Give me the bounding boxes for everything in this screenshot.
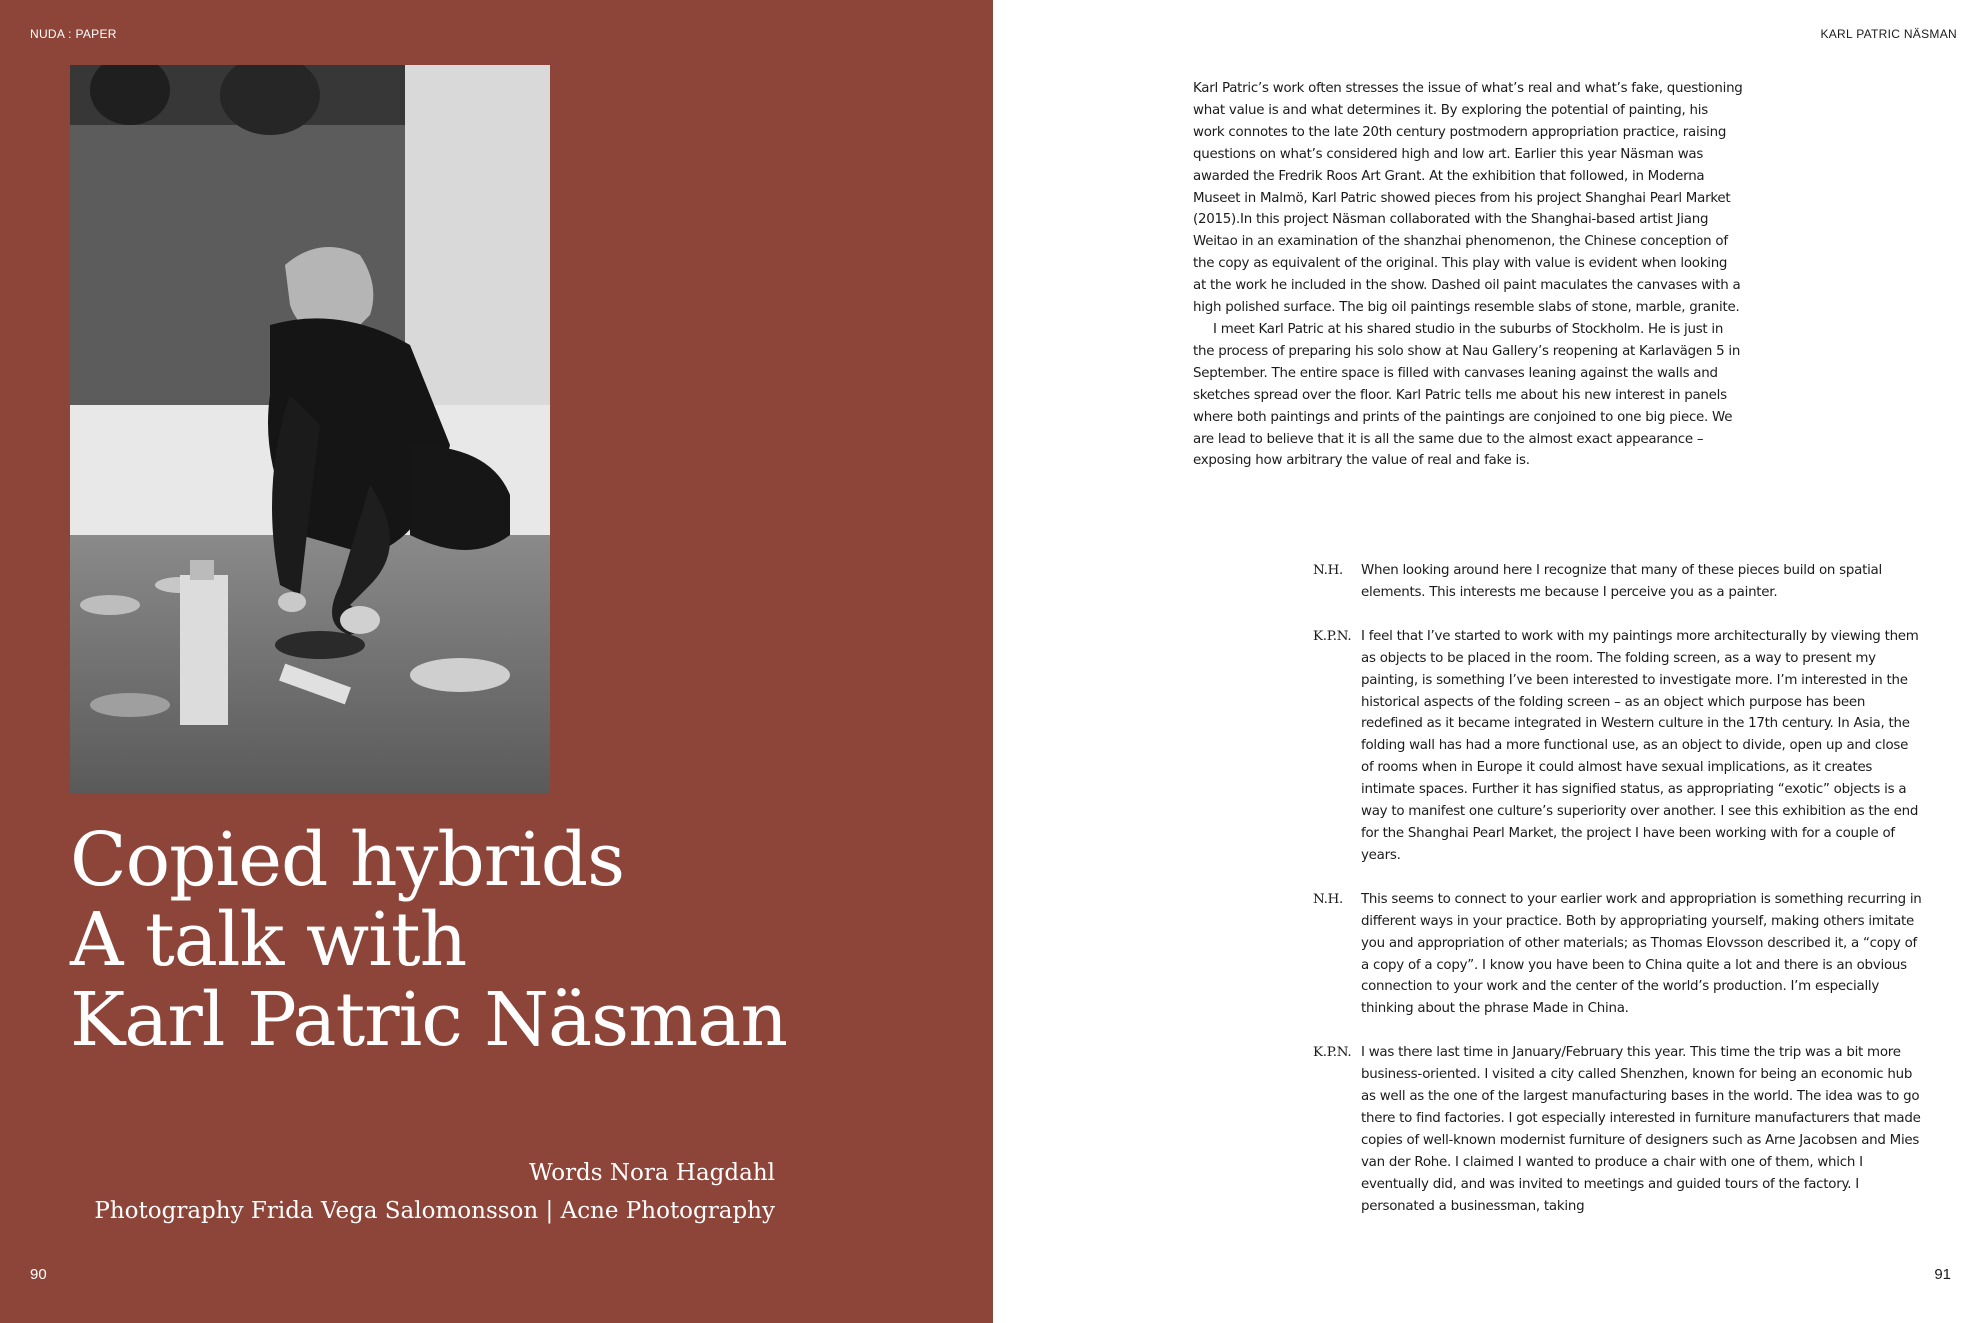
interview-text: I was there last time in January/February this year. This time the trip was a bit more business-oriented. I visited a city called Shenzhen, known for being an economic hub as well as the one of the largest manufacturing bases in the world. The idea was to go there to find factories. I got especially interested in furniture manufacturers that made copies of well-known modernist furniture of designers such as Arne Jacobsen and Mies van der Rohe. I claimed I wanted to produce a chair with one of them, which I eventually did, and was invited to meetings and guided tours of the factory. I personated a businessman, taking [1361,1045,1921,1214]
page-number-left: 90 [30,1266,47,1283]
credits [94,1154,775,1230]
artist-photo [70,65,550,793]
page-number-right: 91 [1934,1266,1951,1283]
running-head-left: NUDA : PAPER [30,27,117,41]
speaker-label: N.H. [1313,563,1344,578]
intro-paragraph: Karl Patric’s work often stresses the issue of what’s real and what’s fake, questioning what value is and what determines it. By exploring the potential of painting, his work connotes to the late 20th century postmodern appropriation practice, raising questions on what’s considered high and low art. Earlier this year Näsman was awarded the Fredrik Roos Art Grant. At the exhibition that followed, in Moderna Museet in Malmö, Karl Patric showed pieces from his project Shanghai Pearl Market (2015).In this project Näsman collaborated with the Shanghai-based artist Jiang Weitao in an examination of the shanzhai phenomenon, the Chinese conception of the copy as equivalent of the original. This play with value is evident when looking at the work he included in the show. Dashed oil paint maculates the canvases with a high polished surface. The big oil paintings resemble slabs of stone, marble, granite. [1193,81,1743,316]
title-line-2: A talk with [70,897,467,983]
interview-text: I feel that I’ve started to work with my paintings more architecturally by viewing them as objects to be placed in the room. The folding screen, as a way to present my painting, is something I’ve been interested to investigate more. I’m interested in the historical aspects of the folding screen – as an object which purpose has been redefined as it became integrated in Western culture in the 17th century. In Asia, the folding wall has had a more functional use, as an object to divide, open up and close of rooms when in Europe it could almost have sexual implications, as it creates intimate spaces. Further it has signified status, as appropriating “exotic” objects is a way to manifest one culture’s superiority over another. I see this exhibition as the end for the Shanghai Pearl Market, the project I have been working with for a couple of years. [1361,628,1919,863]
speaker-label: K.P.N. [1313,628,1352,644]
interview-text: This seems to connect to your earlier work and appropriation is something recurring in different ways in your practice. Both by appropriating yourself, making others imitate you and appropriation of other materials; as Thomas Elovsson described it, a “copy of a copy of a copy”. I know you have been to China quite a lot and there is an obvious connection to your work and the center of the world’s production. I’m especially thinking about the phrase Made in China. [1361,891,1922,1017]
speaker-label: K.P.N. [1313,1045,1352,1061]
credit-words: Words Nora Hagdahl [529,1160,775,1186]
running-head-right: KARL PATRIC NÄSMAN [1820,27,1957,41]
intro-paragraph: I meet Karl Patric at his shared studio in the suburbs of Stockholm. He is just in the process of preparing his solo show at Nau Gallery’s reopening at Karlavägen 5 in September. The entire space is filled with canvases leaning against the walls and sketches spread over the floor. Karl Patric tells me about his new interest in panels where both paintings and prints of the paintings are conjoined to one big piece. We are lead to believe that it is all the same due to the almost exact appearance – exposing how arbitrary the value of real and fake is. [1193,321,1741,469]
intro-text [1193,78,1743,472]
interview-entry [1313,1042,1923,1217]
speaker-label: N.H. [1313,891,1344,907]
right-page [993,0,1971,1323]
interview-entry [1313,889,1923,1020]
title-line-1: Copied hybrids [70,817,625,903]
interview-entry [1313,626,1923,867]
interview-entry [1313,560,1923,604]
interview-text: When looking around here I recognize that many of these pieces build on spatial elements. This interests me because I perceive you as a painter. [1361,563,1882,600]
article-title [70,817,950,1063]
title-line-3: Karl Patric Näsman [70,977,788,1063]
interview [1313,560,1923,1239]
credit-photography: Photography Frida Vega Salomonsson | Acne Photography [94,1198,775,1224]
